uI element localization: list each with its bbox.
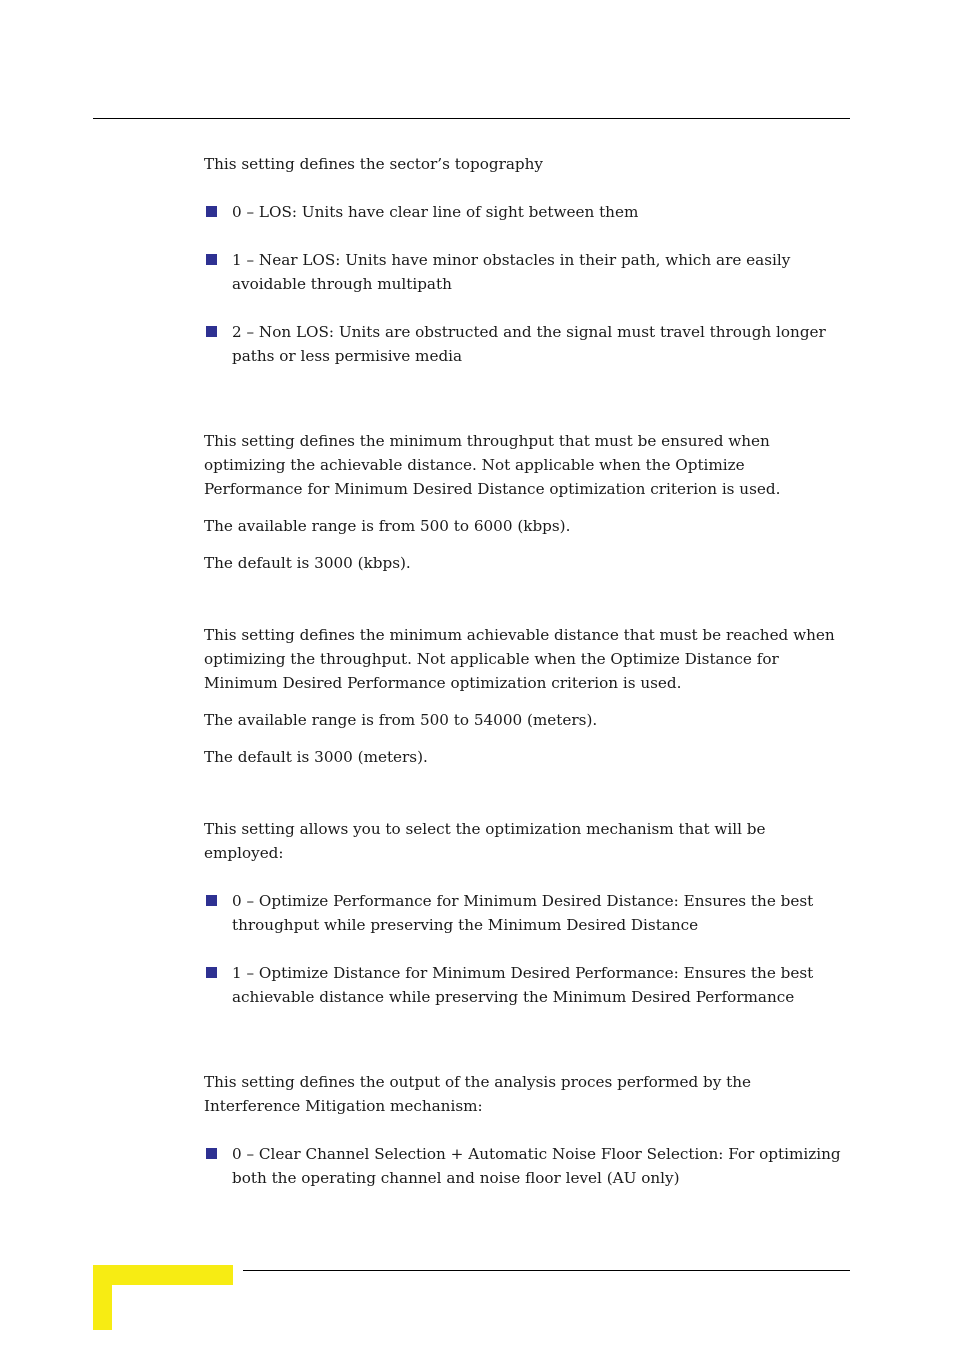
- square-bullet-icon: [206, 326, 217, 337]
- paragraph-line: optimizing the throughput. Not applicable when the Optimize Distance for: [204, 650, 779, 668]
- paragraph-line: Minimum Desired Performance optimization criterion is used.: [204, 674, 682, 692]
- paragraph-line: This setting defines the output of the analysis proces performed by the: [204, 1073, 752, 1091]
- bullet-text: 1 – Optimize Distance for Minimum Desired Performance: Ensures the best: [232, 964, 814, 982]
- bullet-text: avoidable through multipath: [232, 275, 452, 293]
- list-item: [204, 248, 854, 296]
- topography-intro: This setting defines the sector’s topography: [204, 155, 543, 173]
- footer-accent-bar: [93, 1265, 233, 1285]
- paragraph-line: This setting defines the minimum throughput that must be ensured when: [204, 432, 770, 450]
- default-text: The default is 3000 (kbps).: [204, 554, 411, 572]
- bullet-text: paths or less permisive media: [232, 347, 463, 365]
- bullet-text: throughput while preserving the Minimum Desired Distance: [232, 916, 699, 934]
- paragraph-line: This setting allows you to select the optimization mechanism that will be: [204, 820, 766, 838]
- range-text: The available range is from 500 to 6000 (kbps).: [204, 517, 571, 535]
- range-text: The available range is from 500 to 54000 (meters).: [204, 711, 598, 729]
- paragraph-line: This setting defines the minimum achievable distance that must be reached when: [204, 626, 835, 644]
- list-item: [204, 200, 854, 224]
- bullet-text: 0 – LOS: Units have clear line of sight between them: [232, 203, 639, 221]
- list-item: [204, 889, 854, 937]
- bullet-text: 2 – Non LOS: Units are obstructed and the signal must travel through longer: [232, 323, 826, 341]
- paragraph-line: employed:: [204, 844, 284, 862]
- list-item: [204, 320, 854, 368]
- paragraph-line: optimizing the achievable distance. Not applicable when the Optimize: [204, 456, 745, 474]
- list-item: [204, 1142, 854, 1190]
- square-bullet-icon: [206, 967, 217, 978]
- bullet-text: 0 – Clear Channel Selection + Automatic Noise Floor Selection: For optimizing: [232, 1145, 841, 1163]
- paragraph-line: Interference Mitigation mechanism:: [204, 1097, 483, 1115]
- square-bullet-icon: [206, 254, 217, 265]
- header-rule: [93, 118, 850, 119]
- bullet-text: achievable distance while preserving the Minimum Desired Performance: [232, 988, 795, 1006]
- square-bullet-icon: [206, 895, 217, 906]
- bullet-text: 1 – Near LOS: Units have minor obstacles in their path, which are easily: [232, 251, 791, 269]
- square-bullet-icon: [206, 206, 217, 217]
- list-item: [204, 961, 854, 1009]
- square-bullet-icon: [206, 1148, 217, 1159]
- bullet-text: 0 – Optimize Performance for Minimum Desired Distance: Ensures the best: [232, 892, 814, 910]
- footer-accent-block: [93, 1265, 112, 1330]
- footer-rule: [243, 1270, 850, 1271]
- default-text: The default is 3000 (meters).: [204, 748, 428, 766]
- paragraph-line: Performance for Minimum Desired Distance optimization criterion is used.: [204, 480, 781, 498]
- bullet-text: both the operating channel and noise floor level (AU only): [232, 1169, 680, 1187]
